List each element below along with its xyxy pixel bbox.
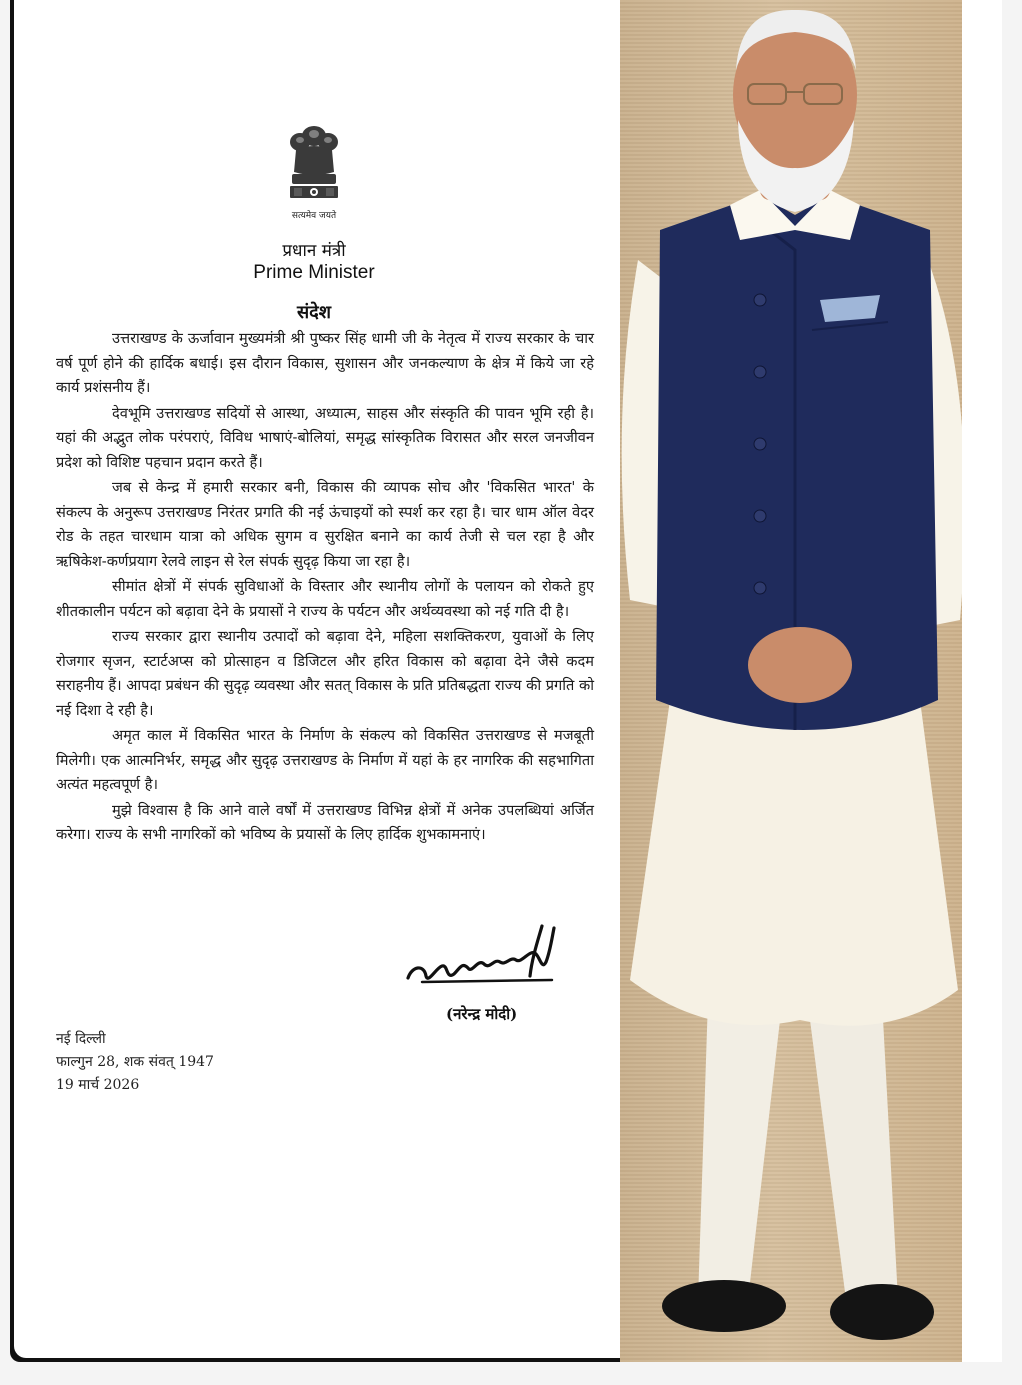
message-body [56,327,594,849]
office-title-hindi: प्रधान मंत्री [282,241,346,261]
right-margin-strip [962,0,1002,1362]
portrait-photo [620,0,962,1362]
office-title-english: Prime Minister [253,262,375,283]
message-heading: संदेश [297,302,331,323]
message-paragraph: राज्य सरकार द्वारा स्थानीय उत्पादों को बढ़ावा देने, महिला सशक्तिकरण, युवाओं के लिए रोजगार सृजन, स्टार्टअप्स को प्रोत्साहन व डिजिटल और हरित विकास को बढ़ावा देने जैसे कदम सराहनीय हैं। आपदा प्रबंधन की सुदृढ़ व्यवस्था और सतत् विकास के प्रति प्रतिबद्धता राज्य की प्रगति को नई दिशा दे रही है। [56,628,594,719]
handwritten-signature [402,918,572,998]
message-paragraph: अमृत काल में विकसित भारत के निर्माण के संकल्प को विकसित उत्तराखण्ड से मजबूती मिलेगी। एक आत्मनिर्भर, समृद्ध और सुदृढ़ उत्तराखण्ड के निर्माण में यहां के हर नागरिक की सहभागिता अत्यंत महत्वपूर्ण है। [56,727,594,793]
emblem-motto: सत्यमेव जयते [291,211,337,221]
letter-panel [14,0,620,1358]
message-paragraph: जब से केन्द्र में हमारी सरकार बनी, विकास की व्यापक सोच और 'विकसित भारत' के संकल्प के अनुरूप उत्तराखण्ड निरंतर प्रगति की नई ऊंचाइयों को स्पर्श कर रहा है। चार धाम ऑल वेदर रोड के तहत चारधाम यात्रा को अधिक सुगम व सुरक्षित बनाने का कार्य तेजी से चल रहा है और ऋषिकेश-कर्णप्रयाग रेलवे लाइन से रेल संपर्क सुदृढ़ किया जा रहा है। [56,479,594,570]
message-paragraph: सीमांत क्षेत्रों में संपर्क सुविधाओं के विस्तार और स्थानीय लोगों के पलायन को रोकते हुए शीतकालीन पर्यटन को बढ़ावा देने के प्रयासों ने राज्य के पर्यटन और अर्थव्यवस्था को नई गति दी है। [56,578,594,620]
place-text: नई दिल्ली [56,1031,106,1047]
message-paragraph: उत्तराखण्ड के ऊर्जावान मुख्यमंत्री श्री पुष्कर सिंह धामी जी के नेतृत्व में राज्य सरकार के चार वर्ष पूर्ण होने की हार्दिक बधाई। इस दौरान विकास, सुशासन और जनकल्याण के क्षेत्र में किये जा रहे कार्य प्रशंसनीय हैं। [56,330,594,396]
place-date-block [56,1028,214,1097]
message-paragraph: देवभूमि उत्तराखण्ड सदियों से आस्था, अध्यात्म, साहस और संस्कृति की पावन भूमि रही है। यहां की अद्भुत लोक परंपराएं, विविध भाषाएं-बोलियां, समृद्ध सांस्कृतिक विरासत और सरल जनजीवन प्रदेश को विशिष्ट पहचान प्रदान करते हैं। [56,404,594,471]
signatory-name: (नरेन्द्र मोदी) [446,1005,518,1023]
date-text: 19 मार्च 2026 [56,1077,140,1093]
message-paragraph: मुझे विश्वास है कि आने वाले वर्षों में उत्तराखण्ड विभिन्न क्षेत्रों में अनेक उपलब्धियां अर्जित करेगा। राज्य के सभी नागरिकों को भविष्य के प्रयासों के लिए हार्दिक शुभकामनाएं। [56,801,594,843]
standing-person-illustration [620,0,962,1362]
saka-date-text: फाल्गुन 28, शक संवत् 1947 [56,1054,214,1070]
